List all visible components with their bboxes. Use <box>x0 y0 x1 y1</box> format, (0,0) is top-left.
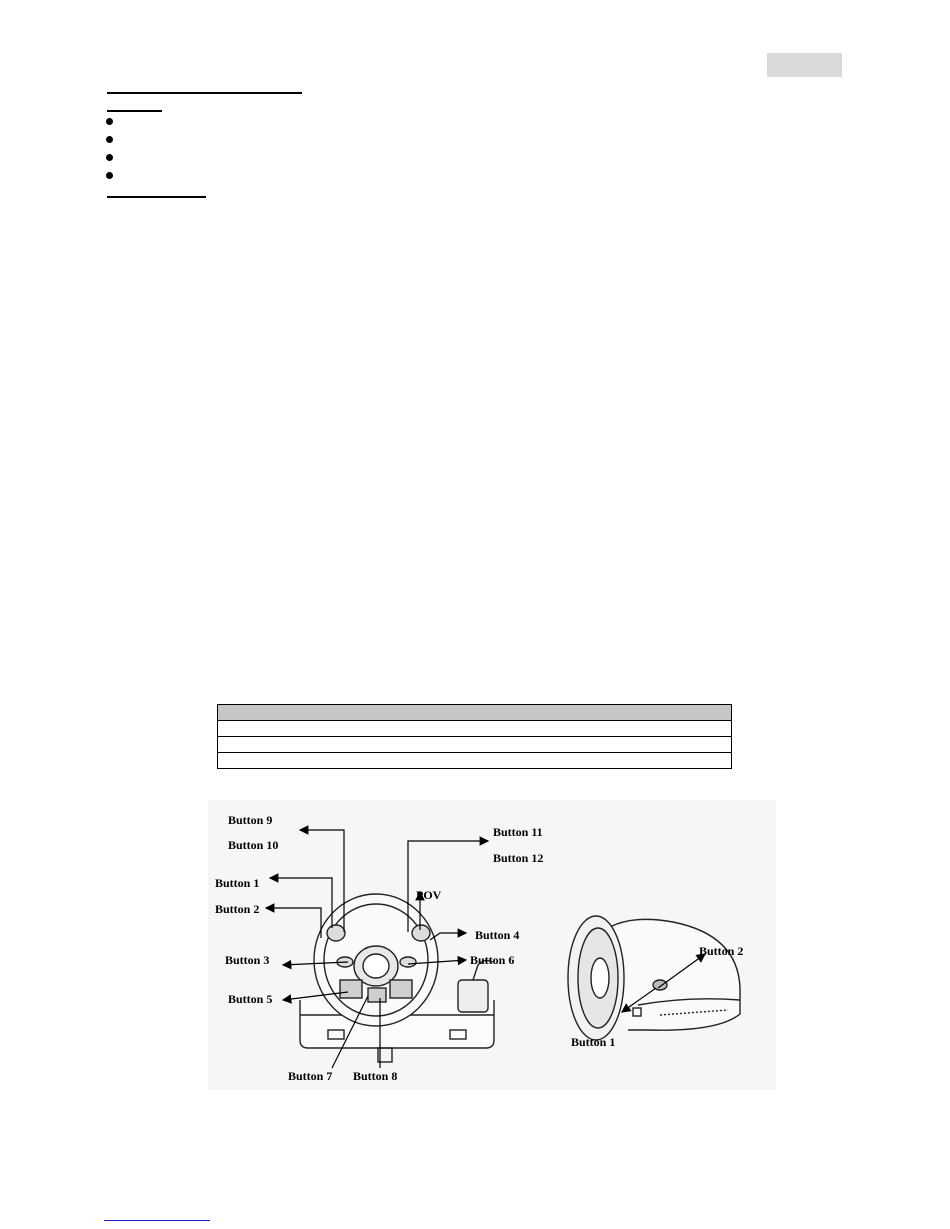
label-button-12: Button 12 <box>493 851 544 865</box>
label-button-10: Button 10 <box>228 838 279 852</box>
wheel-diagram <box>208 800 776 1090</box>
label-button-1: Button 1 <box>215 876 260 890</box>
label-pov: POV <box>416 888 442 902</box>
label-button-5: Button 5 <box>228 992 273 1006</box>
label-button-11: Button 11 <box>493 825 543 839</box>
table-cell <box>218 753 732 769</box>
table-cell <box>218 737 732 753</box>
label-side-button-1: Button 1 <box>571 1035 616 1049</box>
list-bullet-3 <box>106 154 113 161</box>
label-button-7: Button 7 <box>288 1069 333 1083</box>
table-row <box>218 721 732 737</box>
list-bullet-4 <box>106 172 113 179</box>
label-button-3: Button 3 <box>225 953 270 967</box>
label-side-button-2: Button 2 <box>699 944 744 958</box>
list-bullet-2 <box>106 136 113 143</box>
table-row <box>218 737 732 753</box>
table-cell <box>218 721 732 737</box>
table-cell <box>218 705 732 721</box>
label-button-8: Button 8 <box>353 1069 398 1083</box>
footer-link-underline <box>104 1220 210 1221</box>
heading-rule-3 <box>107 196 206 198</box>
label-button-4: Button 4 <box>475 928 520 942</box>
wheel-illustration <box>208 800 776 1090</box>
header-page-tab <box>767 53 842 77</box>
heading-rule-2 <box>107 110 162 112</box>
table-header-row <box>218 705 732 721</box>
heading-rule-1 <box>107 92 302 94</box>
list-bullet-1 <box>106 118 113 125</box>
table-row <box>218 753 732 769</box>
spec-table <box>217 704 732 769</box>
label-button-2: Button 2 <box>215 902 260 916</box>
label-button-9: Button 9 <box>228 813 273 827</box>
label-button-6: Button 6 <box>470 953 515 967</box>
